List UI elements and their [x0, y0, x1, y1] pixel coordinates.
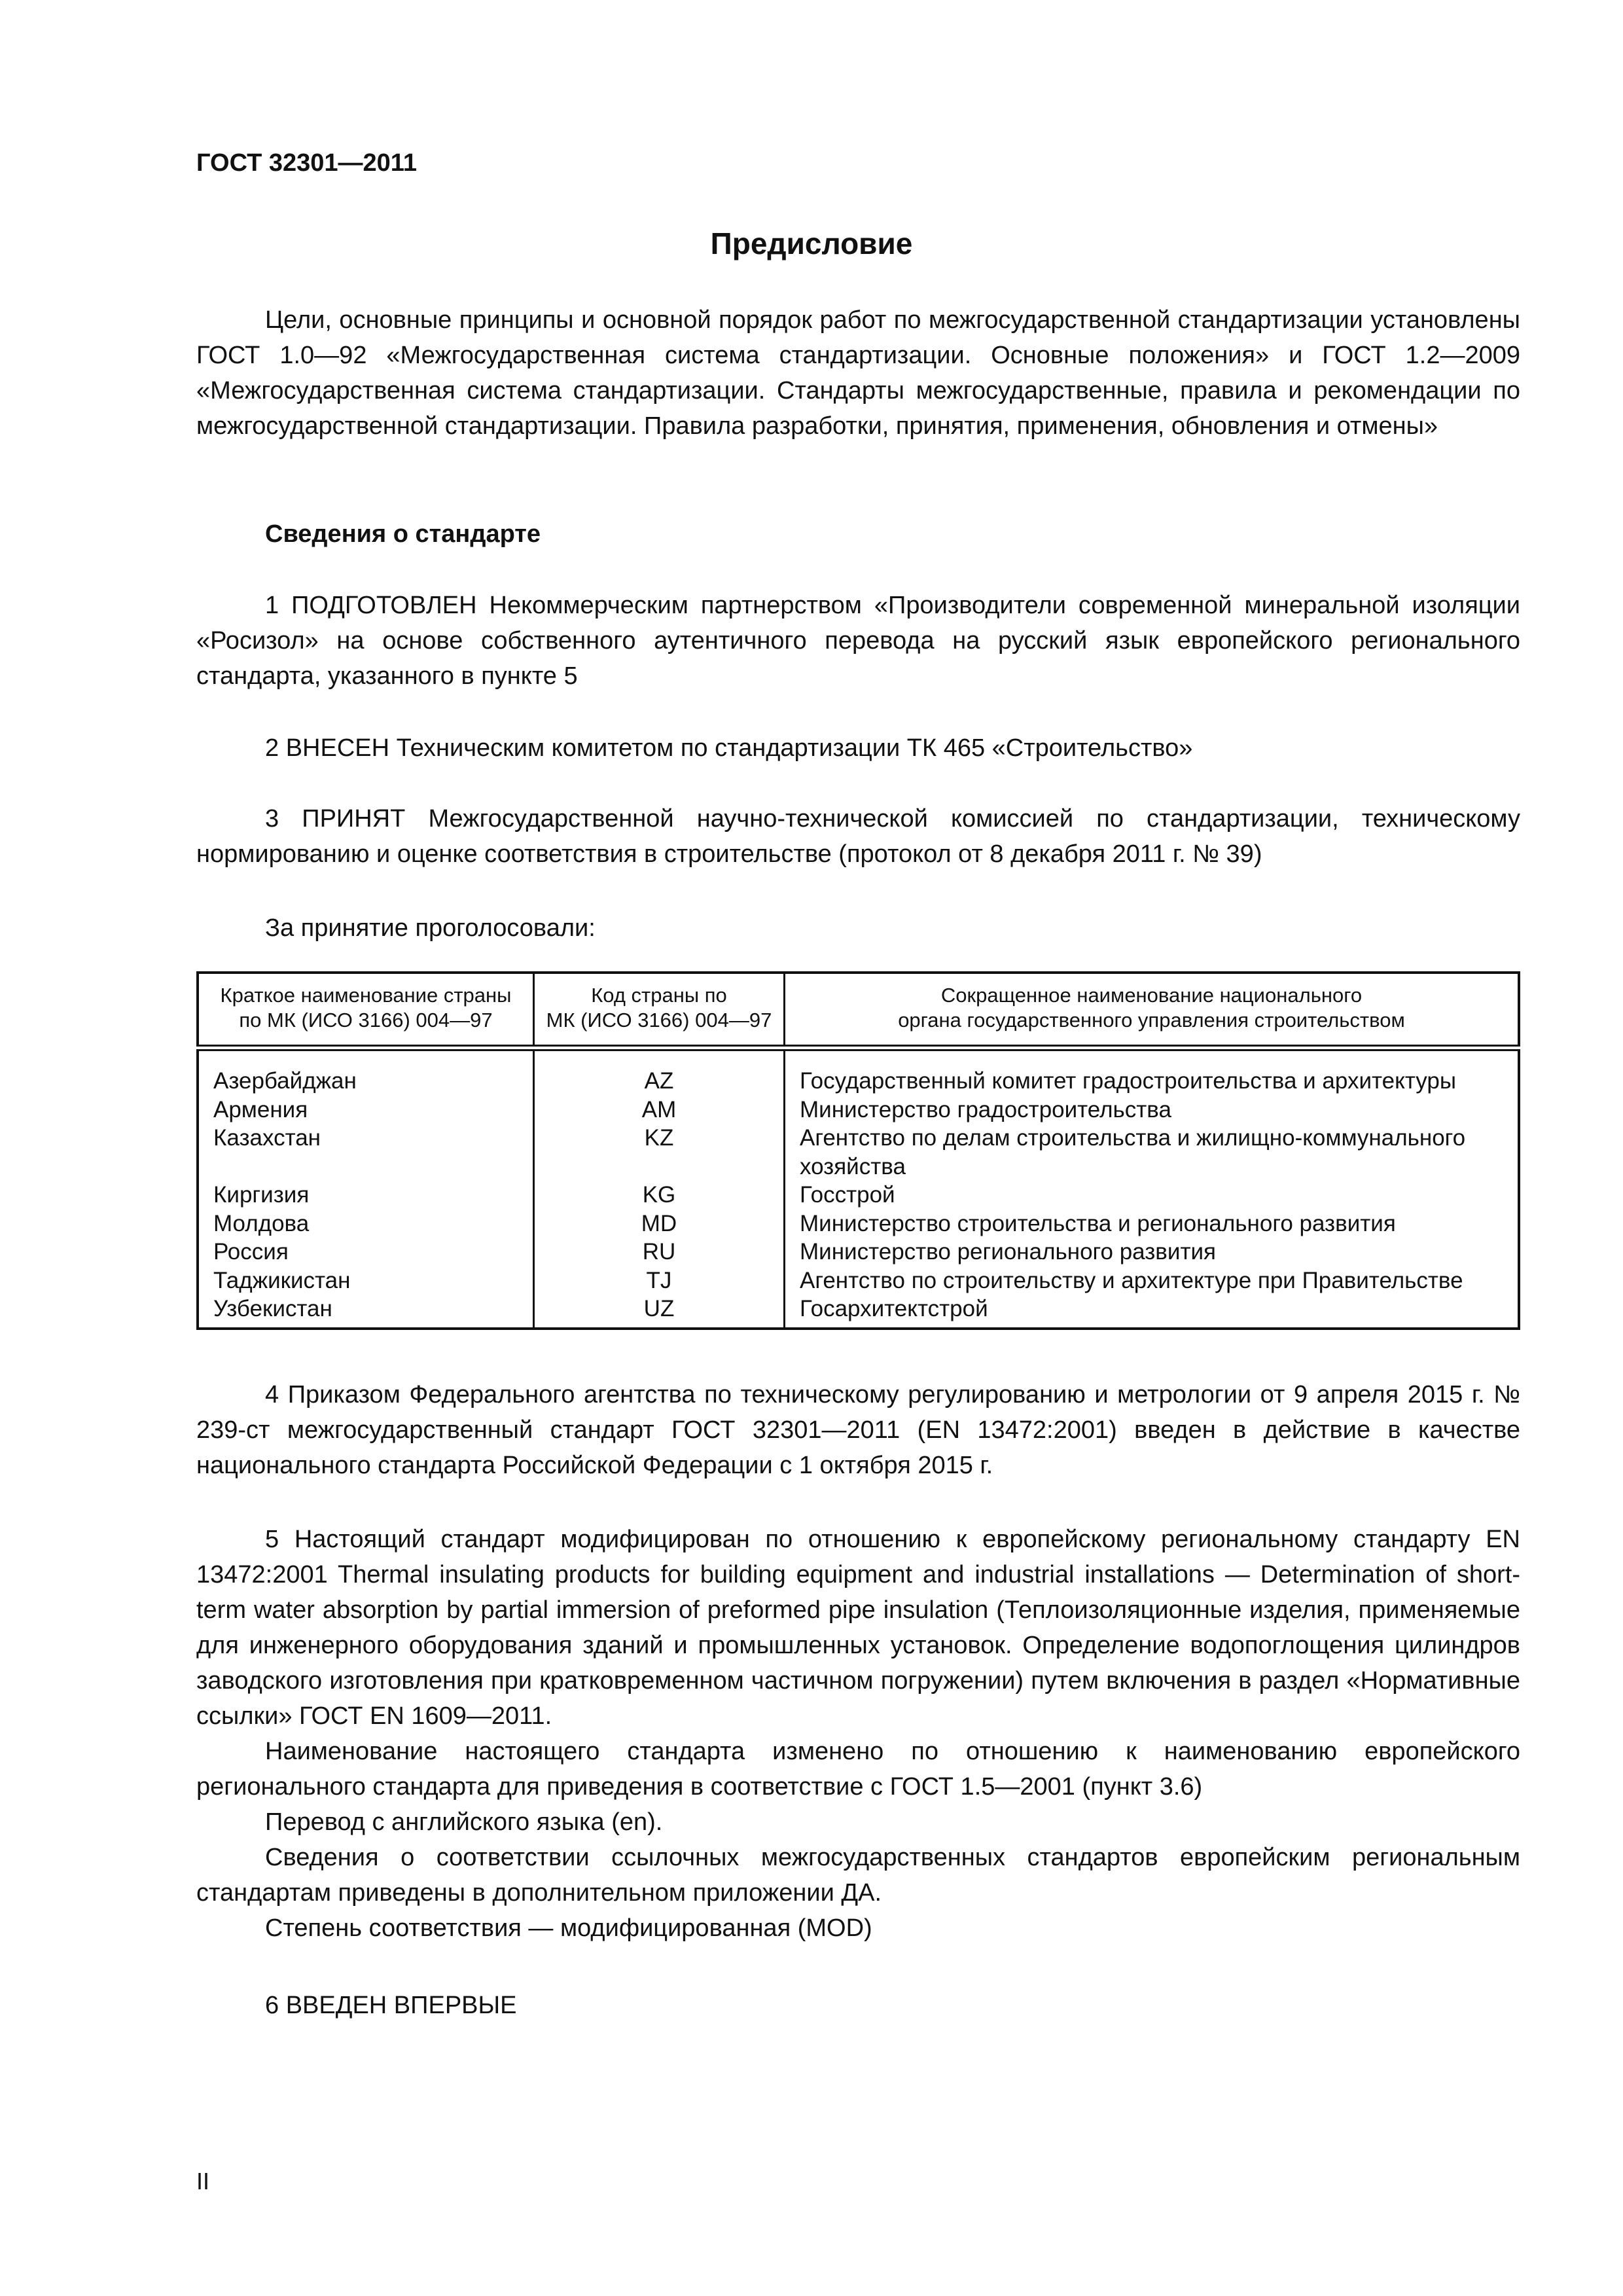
page-number: II — [196, 2168, 210, 2195]
column-header-code — [534, 973, 785, 1048]
item-2: 2 ВНЕСЕН Техническим комитетом по стандартизации ТК 465 «Строительство» — [265, 734, 1193, 762]
item-5-references-note: Сведения о соответствии ссылочных межгосударственных стандартов европейским региональным стандартам приведены в дополнительном приложении ДА. — [196, 1844, 1520, 1907]
table-row — [198, 1096, 1519, 1124]
item-6: 6 ВВЕДЕН ВПЕРВЫЕ — [265, 1992, 517, 2019]
code-cell: TJ — [534, 1266, 785, 1295]
code-cell: MD — [534, 1210, 785, 1238]
authority-cell: Государственный комитет градостроительства и архитектуры — [785, 1048, 1520, 1096]
authority-cell: Министерство регионального развития — [785, 1238, 1520, 1266]
authority-cell: Агентство по строительству и архитектуре при Правительстве — [785, 1266, 1520, 1295]
header-line: МК (ИСО 3166) 004—97 — [546, 1009, 772, 1031]
voting-label: За принятие проголосовали: — [265, 914, 596, 942]
table-row — [198, 1210, 1519, 1238]
country-cell: Молдова — [213, 1210, 310, 1236]
table-header-row — [198, 973, 1519, 1048]
code-cell: KZ — [534, 1124, 785, 1181]
item-5: 5 Настоящий стандарт модифицирован по отношению к европейскому региональному стандарту EN 13472:2001 Thermal insulating products for building equipment and industrial installations — Determination of short-term water absorption by partial immersion of preformed pipe insulation (Теплоизоляционные изделия, применяемые для инженерного оборудования зданий и промышленных установок. Определение водопоглощения цилиндров заводского изготовления при кратковременном частичном погружении) путем включения в раздел «Нормативные ссылки» ГОСТ EN 1609—2011. — [196, 1526, 1520, 1730]
table-row — [198, 1048, 1519, 1096]
country-cell: Киргизия — [213, 1182, 310, 1208]
voting-table — [196, 971, 1520, 1330]
table-row — [198, 1266, 1519, 1295]
header-line: Краткое наименование страны — [220, 984, 512, 1007]
table-row — [198, 1295, 1519, 1329]
code-cell: UZ — [534, 1295, 785, 1329]
item-3: 3 ПРИНЯТ Межгосударственной научно-технической комиссией по стандартизации, техническому нормированию и оценке соответствия в строительстве (протокол от 8 декабря 2011 г. № 39) — [196, 805, 1520, 868]
table-row — [198, 1238, 1519, 1266]
item-4: 4 Приказом Федерального агентства по техническому регулированию и метрологии от 9 апреля 2015 г. № 239-ст межгосударственный стандарт ГОСТ 32301—2011 (EN 13472:2001) введен в действие в качестве национального стандарта Российской Федерации с 1 октября 2015 г. — [196, 1381, 1520, 1479]
country-cell: Казахстан — [213, 1125, 321, 1151]
country-cell: Россия — [213, 1239, 289, 1265]
document-code: ГОСТ 32301—2011 — [196, 149, 417, 177]
country-cell: Азербайджан — [213, 1068, 357, 1094]
page-title: Предисловие — [710, 226, 913, 260]
item-5-block — [196, 1522, 1520, 1946]
authority-cell: Министерство строительства и регионального развития — [785, 1210, 1520, 1238]
authority-cell: Министерство градостроительства — [785, 1096, 1520, 1124]
column-header-country — [198, 973, 534, 1048]
column-header-authority — [785, 973, 1520, 1048]
header-line: Код страны по — [591, 984, 727, 1007]
item-5-conformity-degree: Степень соответствия — модифицированная (MOD) — [265, 1914, 872, 1942]
section-heading: Сведения о стандарте — [265, 520, 541, 548]
item-1: 1 ПОДГОТОВЛЕН Некоммерческим партнерством «Производители современной минеральной изоляции «Росизол» на основе собственного аутентичного перевода на русский язык европейского регионального стандарта, указанного в пункте 5 — [196, 592, 1520, 690]
authority-cell: Госстрой — [785, 1181, 1520, 1210]
intro-paragraph: Цели, основные принципы и основной порядок работ по межгосударственной стандартизации установлены ГОСТ 1.0—92 «Межгосударственная система стандартизации. Основные положения» и ГОСТ 1.2—2009 «Межгосударственная система стандартизации. Стандарты межгосударственные, правила и рекомендации по межгосударственной стандартизации. Правила разработки, принятия, применения, обновления и отмены» — [196, 306, 1520, 440]
code-cell: AZ — [534, 1048, 785, 1096]
country-cell: Армения — [213, 1096, 308, 1122]
code-cell: KG — [534, 1181, 785, 1210]
header-line: Сокращенное наименование национального — [940, 984, 1363, 1007]
header-line: органа государственного управления строительством — [898, 1009, 1405, 1031]
table-row — [198, 1181, 1519, 1210]
header-line: по МК (ИСО 3166) 004—97 — [239, 1009, 493, 1031]
code-cell: AM — [534, 1096, 785, 1124]
code-cell: RU — [534, 1238, 785, 1266]
table-row — [198, 1124, 1519, 1181]
authority-cell: Агентство по делам строительства и жилищно-коммунального хозяйства — [785, 1124, 1520, 1181]
country-cell: Узбекистан — [213, 1296, 332, 1321]
authority-cell: Госархитектстрой — [785, 1295, 1520, 1329]
country-cell: Таджикистан — [213, 1267, 351, 1293]
item-5-translation-note: Перевод с английского языка (en). — [265, 1808, 663, 1836]
item-5-name-note: Наименование настоящего стандарта изменено по отношению к наименованию европейского регионального стандарта для приведения в соответствие с ГОСТ 1.5—2001 (пункт 3.6) — [196, 1738, 1520, 1801]
